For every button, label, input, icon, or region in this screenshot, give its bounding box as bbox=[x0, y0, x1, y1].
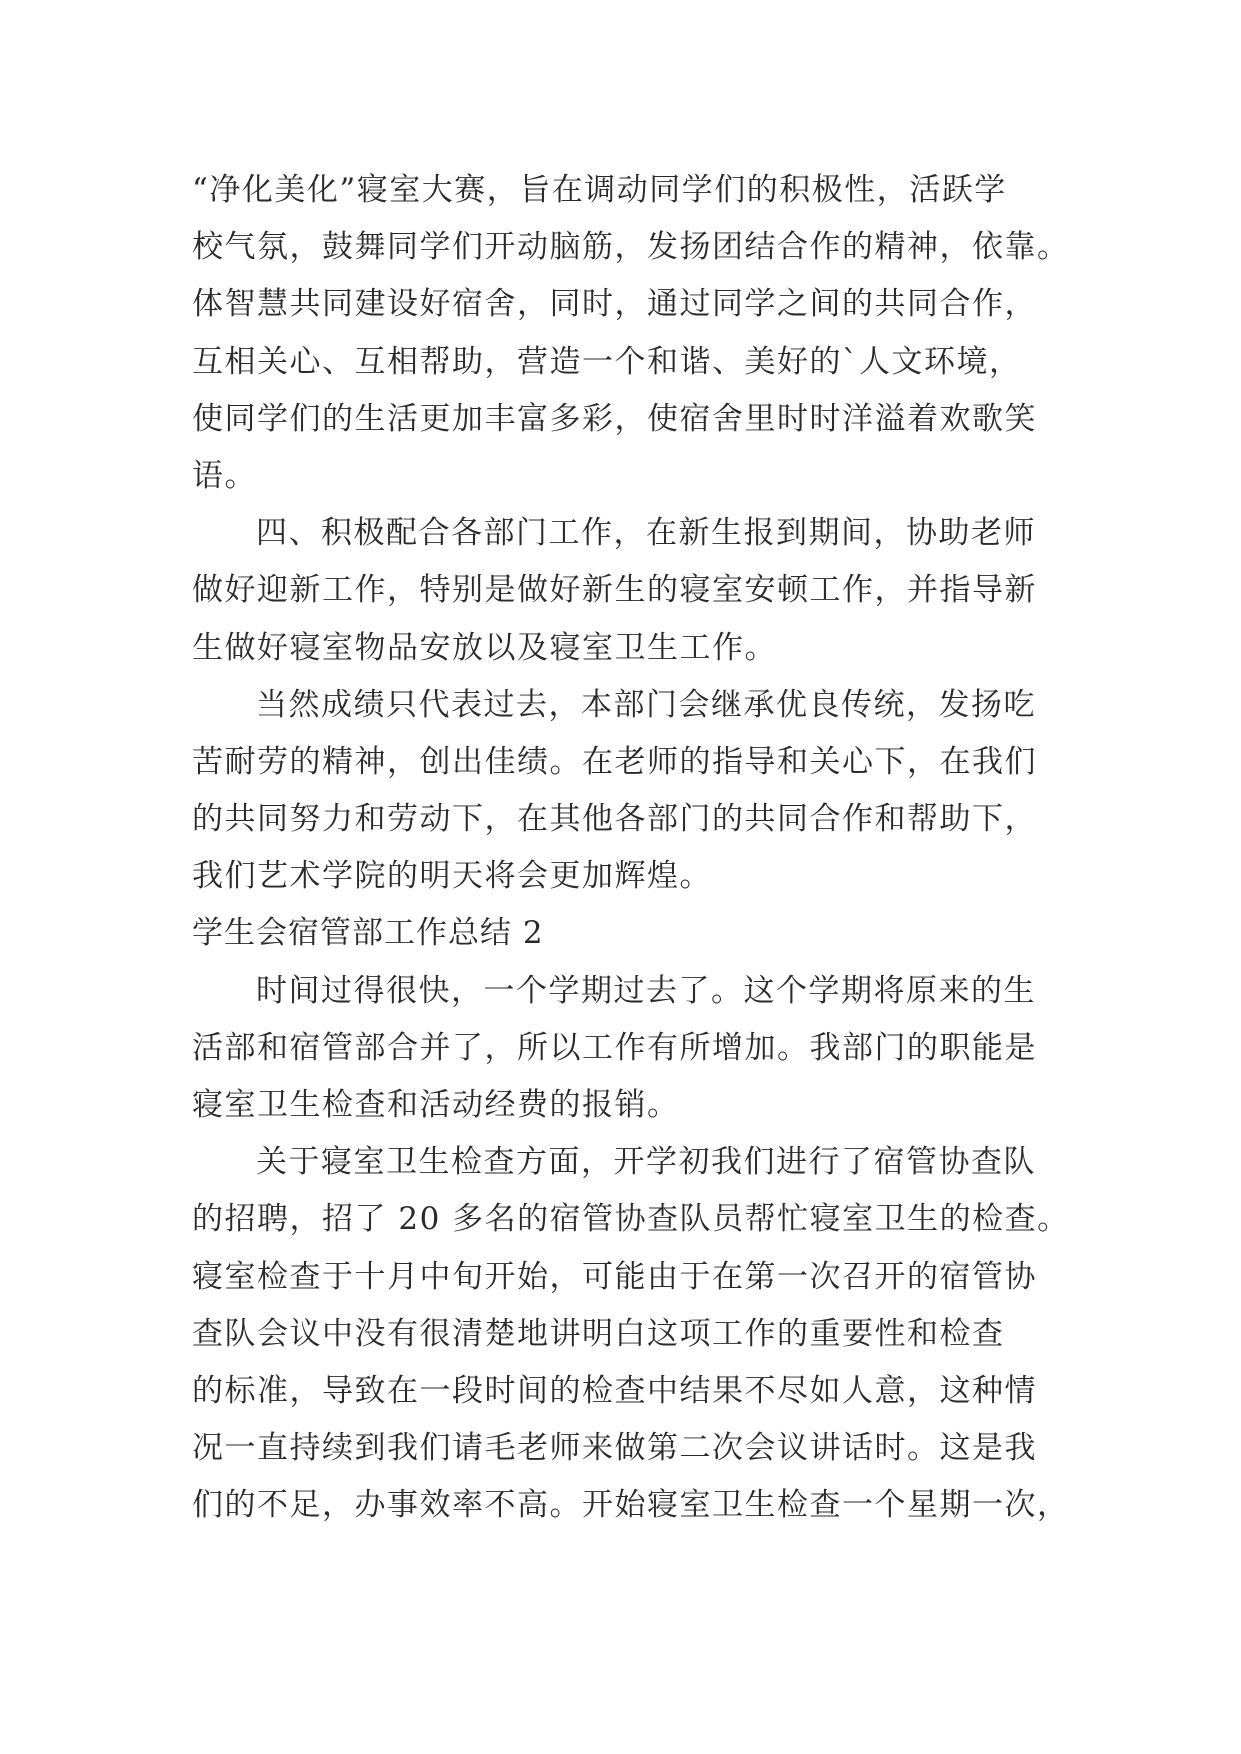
section-title: 学生会宿管部工作总结 2 bbox=[192, 915, 544, 952]
paragraph-semester-intro bbox=[192, 963, 1072, 1135]
text-line: 寝室卫生检查和活动经费的报销。 bbox=[192, 1087, 680, 1123]
text-line: 苦耐劳的精神，创出佳绩。在老师的指导和关心下，在我们 bbox=[192, 743, 1037, 780]
text-line: 互相关心、互相帮助，营造一个和谐、美好的`人文环境， bbox=[192, 343, 1022, 380]
text-line: 我们艺术学院的明天将会更加辉煌。 bbox=[192, 858, 712, 895]
text-line: 四、积极配合各部门工作，在新生报到期间，协助老师 bbox=[256, 515, 1036, 552]
text-line: 体智慧共同建设好宿舍，同时，通过同学之间的共同合作， bbox=[192, 286, 1037, 323]
text-line: 生做好寝室物品安放以及寝室卫生工作。 bbox=[192, 629, 777, 666]
text-line: 关于寝室卫生检查方面，开学初我们进行了宿管协查队 bbox=[256, 1144, 1036, 1181]
text-line: 查队会议中没有很清楚地讲明白这项工作的重要性和检查 bbox=[192, 1315, 1005, 1352]
paragraph-conclusion bbox=[192, 677, 1072, 906]
text-line: 的标准，导致在一段时间的检查中结果不尽如人意，这种情 bbox=[192, 1372, 1037, 1409]
text-line: 语。 bbox=[192, 457, 257, 494]
section-heading bbox=[192, 905, 1072, 962]
text-line: 做好迎新工作，特别是做好新生的寝室安顿工作，并指导新 bbox=[192, 572, 1037, 609]
paragraph-item-four bbox=[192, 505, 1072, 677]
text-line: 当然成绩只代表过去，本部门会继承优良传统，发扬吃 bbox=[256, 686, 1036, 723]
text-line: 的招聘，招了 20 多名的宿管协查队员帮忙寝室卫生的检查。 bbox=[192, 1201, 1070, 1238]
text-line: “净化美化”寝室大赛，旨在调动同学们的积极性，活跃学 bbox=[192, 172, 1007, 208]
paragraph-dorm-contest bbox=[192, 162, 1072, 505]
text-line: 时间过得很快，一个学期过去了。这个学期将原来的生 bbox=[256, 972, 1036, 1009]
document-body bbox=[192, 162, 1072, 1535]
text-line: 们的不足，办事效率不高。开始寝室卫生检查一个星期一次， bbox=[192, 1487, 1070, 1524]
text-line: 使同学们的生活更加丰富多彩，使宿舍里时时洋溢着欢歌笑 bbox=[192, 400, 1037, 437]
text-line: 况一直持续到我们请毛老师来做第二次会议讲话时。这是我 bbox=[192, 1430, 1037, 1467]
text-line: 活部和宿管部合并了，所以工作有所增加。我部门的职能是 bbox=[192, 1029, 1037, 1066]
text-line: 寝室检查于十月中旬开始，可能由于在第一次召开的宿管协 bbox=[192, 1258, 1037, 1295]
paragraph-inspection bbox=[192, 1134, 1072, 1534]
text-line: 校气氛，鼓舞同学们开动脑筋，发扬团结合作的精神，依靠。 bbox=[192, 229, 1070, 266]
text-line: 的共同努力和劳动下，在其他各部门的共同合作和帮助下， bbox=[192, 801, 1037, 838]
